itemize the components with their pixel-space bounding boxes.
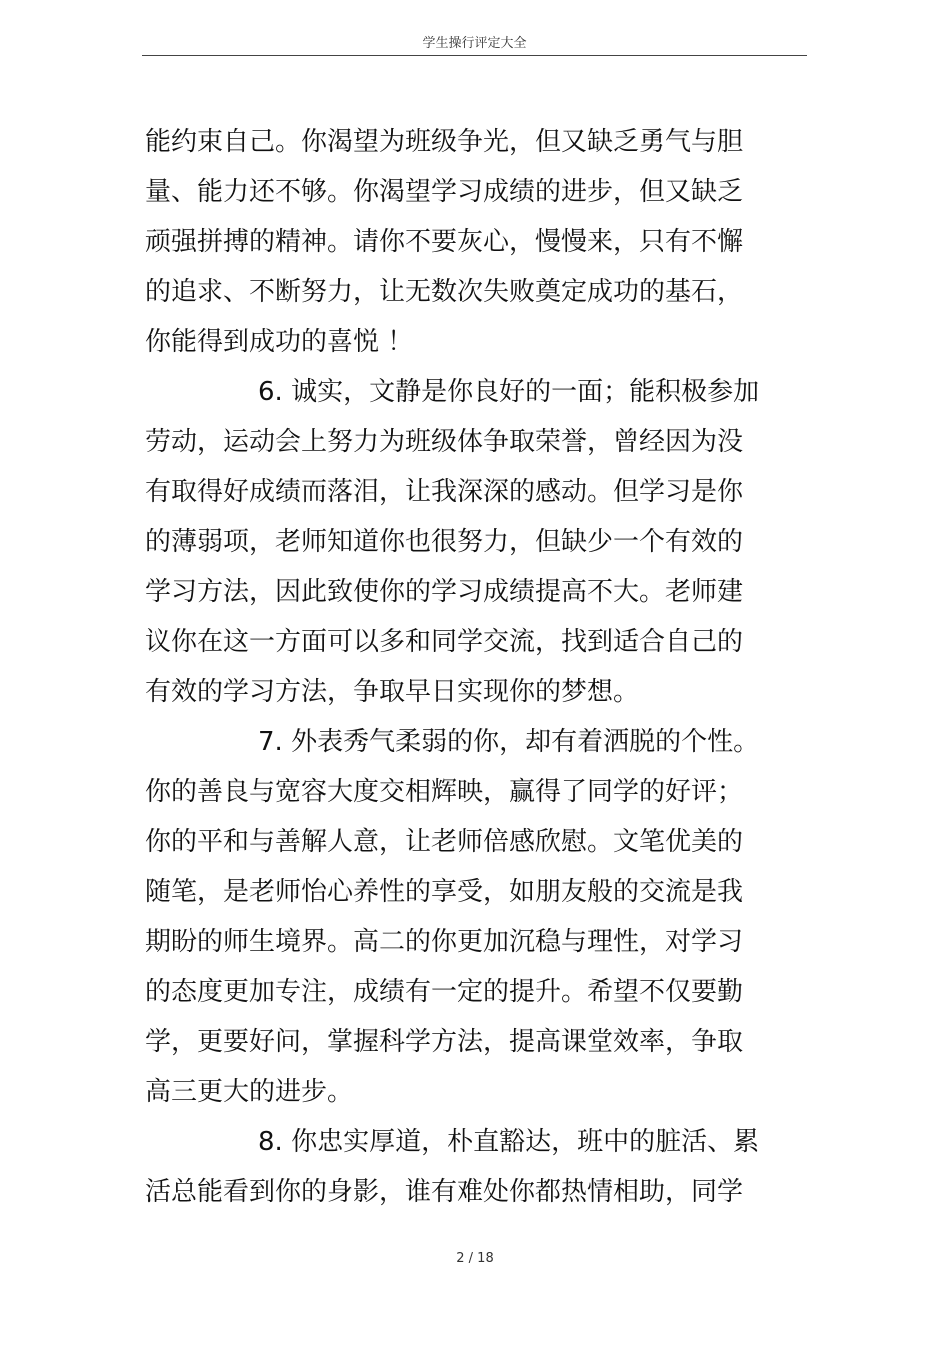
document-body — [145, 117, 775, 1217]
page-header-title: 学生操行评定大全 — [422, 36, 527, 51]
text-line: 你的平和与善解人意，让老师倍感欣慰。文笔优美的 — [145, 827, 744, 857]
text-line: 随笔，是老师怡心养性的享受，如朋友般的交流是我 — [145, 877, 744, 907]
text-line: 你的善良与宽容大度交相辉映，赢得了同学的好评； — [145, 777, 744, 807]
text-line: 量、能力还不够。你渴望学习成绩的进步，但又缺乏 — [145, 177, 744, 207]
text-line: 有效的学习方法，争取早日实现你的梦想。 — [145, 677, 640, 707]
text-line: 的追求、不断努力，让无数次失败奠定成功的基石， — [145, 277, 744, 307]
text-line: 活总能看到你的身影，谁有难处你都热情相助，同学 — [145, 1177, 744, 1207]
text-line: 你能得到成功的喜悦 ！ — [145, 327, 414, 357]
text-line: 劳动，运动会上努力为班级体争取荣誉，曾经因为没 — [145, 427, 744, 457]
text-line: 能约束自己。你渴望为班级争光，但又缺乏勇气与胆 — [145, 127, 744, 157]
text-line: 的态度更加专注，成绩有一定的提升。希望不仅要勤 — [145, 977, 744, 1007]
paragraph-start-8: 8. 你忠实厚道，朴直豁达，班中的脏活、累 — [258, 1127, 760, 1157]
text-line: 议你在这一方面可以多和同学交流，找到适合自己的 — [145, 627, 744, 657]
text-line: 学，更要好问，掌握科学方法，提高课堂效率，争取 — [145, 1027, 744, 1057]
page-number: 2 / 18 — [456, 1251, 494, 1266]
text-line: 顽强拼搏的精神。请你不要灰心，慢慢来，只有不懈 — [145, 227, 744, 257]
text-line: 高三更大的进步。 — [145, 1077, 354, 1107]
paragraph-start-6: 6. 诚实，文静是你良好的一面；能积极参加 — [258, 377, 760, 407]
text-line: 有取得好成绩而落泪，让我深深的感动。但学习是你 — [145, 477, 744, 507]
text-line: 期盼的师生境界。高二的你更加沉稳与理性，对学习 — [145, 927, 744, 957]
text-line: 学习方法，因此致使你的学习成绩提高不大。老师建 — [145, 577, 744, 607]
text-line: 的薄弱项，老师知道你也很努力，但缺少一个有效的 — [145, 527, 744, 557]
header-divider — [142, 55, 807, 56]
paragraph-start-7: 7. 外表秀气柔弱的你，却有着洒脱的个性。 — [258, 727, 760, 757]
